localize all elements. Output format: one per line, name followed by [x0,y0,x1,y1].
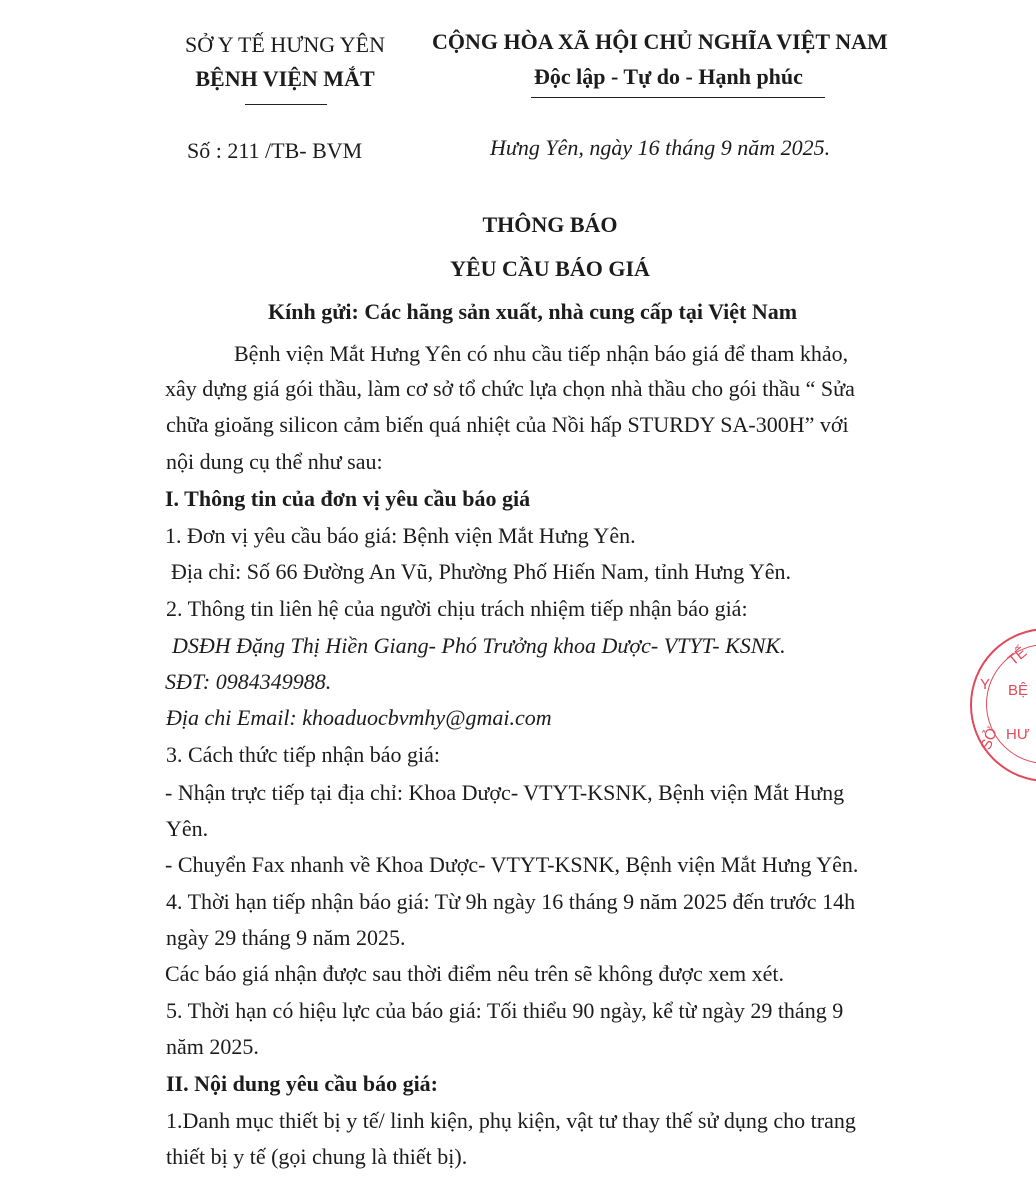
item-3-method-b: - Chuyển Fax nhanh về Khoa Dược- VTYT-KSNK, Bệnh viện Mắt Hưng Yên. [165,852,859,877]
section-1-item-4-line-1: 4. Thời hạn tiếp nhận báo giá: Từ 9h ngày 16 tháng 9 năm 2025 đến trước 14h [166,889,856,914]
section-2-item-1-line-1: 1.Danh mục thiết bị y tế/ linh kiện, phụ kiện, vật tư thay thế sử dụng cho trang [166,1108,856,1133]
section-1-item-4-note: Các báo giá nhận được sau thời điểm nêu trên sẽ không được xem xét. [165,961,784,986]
national-title: CỘNG HÒA XÃ HỘI CHỦ NGHĨA VIỆT NAM [432,29,888,54]
document-title: THÔNG BÁO [482,212,618,237]
document-subtitle: YÊU CẦU BÁO GIÁ [450,256,650,281]
intro-line-3: chữa gioăng silicon cảm biến quá nhiệt của Nồi hấp STURDY SA-300H” với [166,412,849,437]
stamp-text-lower: HƯ [1006,726,1030,743]
issuing-department: SỞ Y TẾ HƯNG YÊN [185,32,385,57]
stamp-text-mid: BỆ [1008,682,1029,699]
contact-phone: SĐT: 0984349988. [165,669,332,694]
item-3-method-a-line-2: Yên. [166,816,209,841]
section-2-heading: II. Nội dung yêu cầu báo giá: [166,1071,439,1096]
stamp-text-left: Y [980,676,991,693]
section-2-item-1-line-2: thiết bị y tế (gọi chung là thiết bị). [166,1144,468,1169]
stamp-text-bottom: SỞ [977,724,1002,753]
stamp-text-top: TẾ [1004,643,1031,670]
section-1-item-2: 2. Thông tin liên hệ của người chịu trách nhiệm tiếp nhận báo giá: [166,596,748,621]
section-1-item-4-line-2: ngày 29 tháng 9 năm 2025. [166,925,406,950]
red-seal-stamp [970,628,1036,782]
item-3-method-a-line-1: - Nhận trực tiếp tại địa chỉ: Khoa Dược- VTYT-KSNK, Bệnh viện Mắt Hưng [165,780,845,805]
national-motto: Độc lập - Tự do - Hạnh phúc [534,64,803,89]
section-1-item-1: 1. Đơn vị yêu cầu báo giá: Bệnh viện Mắt Hưng Yên. [165,523,636,548]
section-1-item-5-line-2: năm 2025. [166,1034,259,1059]
issuing-hospital: BỆNH VIỆN MẮT [195,66,375,91]
right-header-underline [531,97,825,98]
place-and-date: Hưng Yên, ngày 16 tháng 9 năm 2025. [490,135,831,160]
intro-line-2: xây dựng giá gói thầu, làm cơ sở tổ chức lựa chọn nhà thầu cho gói thầu “ Sửa [165,376,855,401]
section-1-address: Địa chỉ: Số 66 Đường An Vũ, Phường Phố Hiến Nam, tỉnh Hưng Yên. [171,559,792,584]
contact-email: Địa chi Email: khoaduocbvmhy@gmai.com [166,705,552,730]
contact-name: DSĐH Đặng Thị Hiền Giang- Phó Trưởng khoa Dược- VTYT- KSNK. [172,633,786,658]
section-1-item-5-line-1: 5. Thời hạn có hiệu lực của báo giá: Tối thiểu 90 ngày, kể từ ngày 29 tháng 9 [166,998,844,1023]
section-1-item-3: 3. Cách thức tiếp nhận báo giá: [166,742,441,767]
intro-line-4: nội dung cụ thể như sau: [166,449,383,474]
recipient-line: Kính gửi: Các hãng sản xuất, nhà cung cấp tại Việt Nam [268,299,798,324]
intro-line-1: Bệnh viện Mắt Hưng Yên có nhu cầu tiếp nhận báo giá để tham khảo, [234,341,849,366]
section-1-heading: I. Thông tin của đơn vị yêu cầu báo giá [165,486,531,511]
left-header-underline [245,104,327,105]
document-number: Số : 211 /TB- BVM [187,138,363,163]
